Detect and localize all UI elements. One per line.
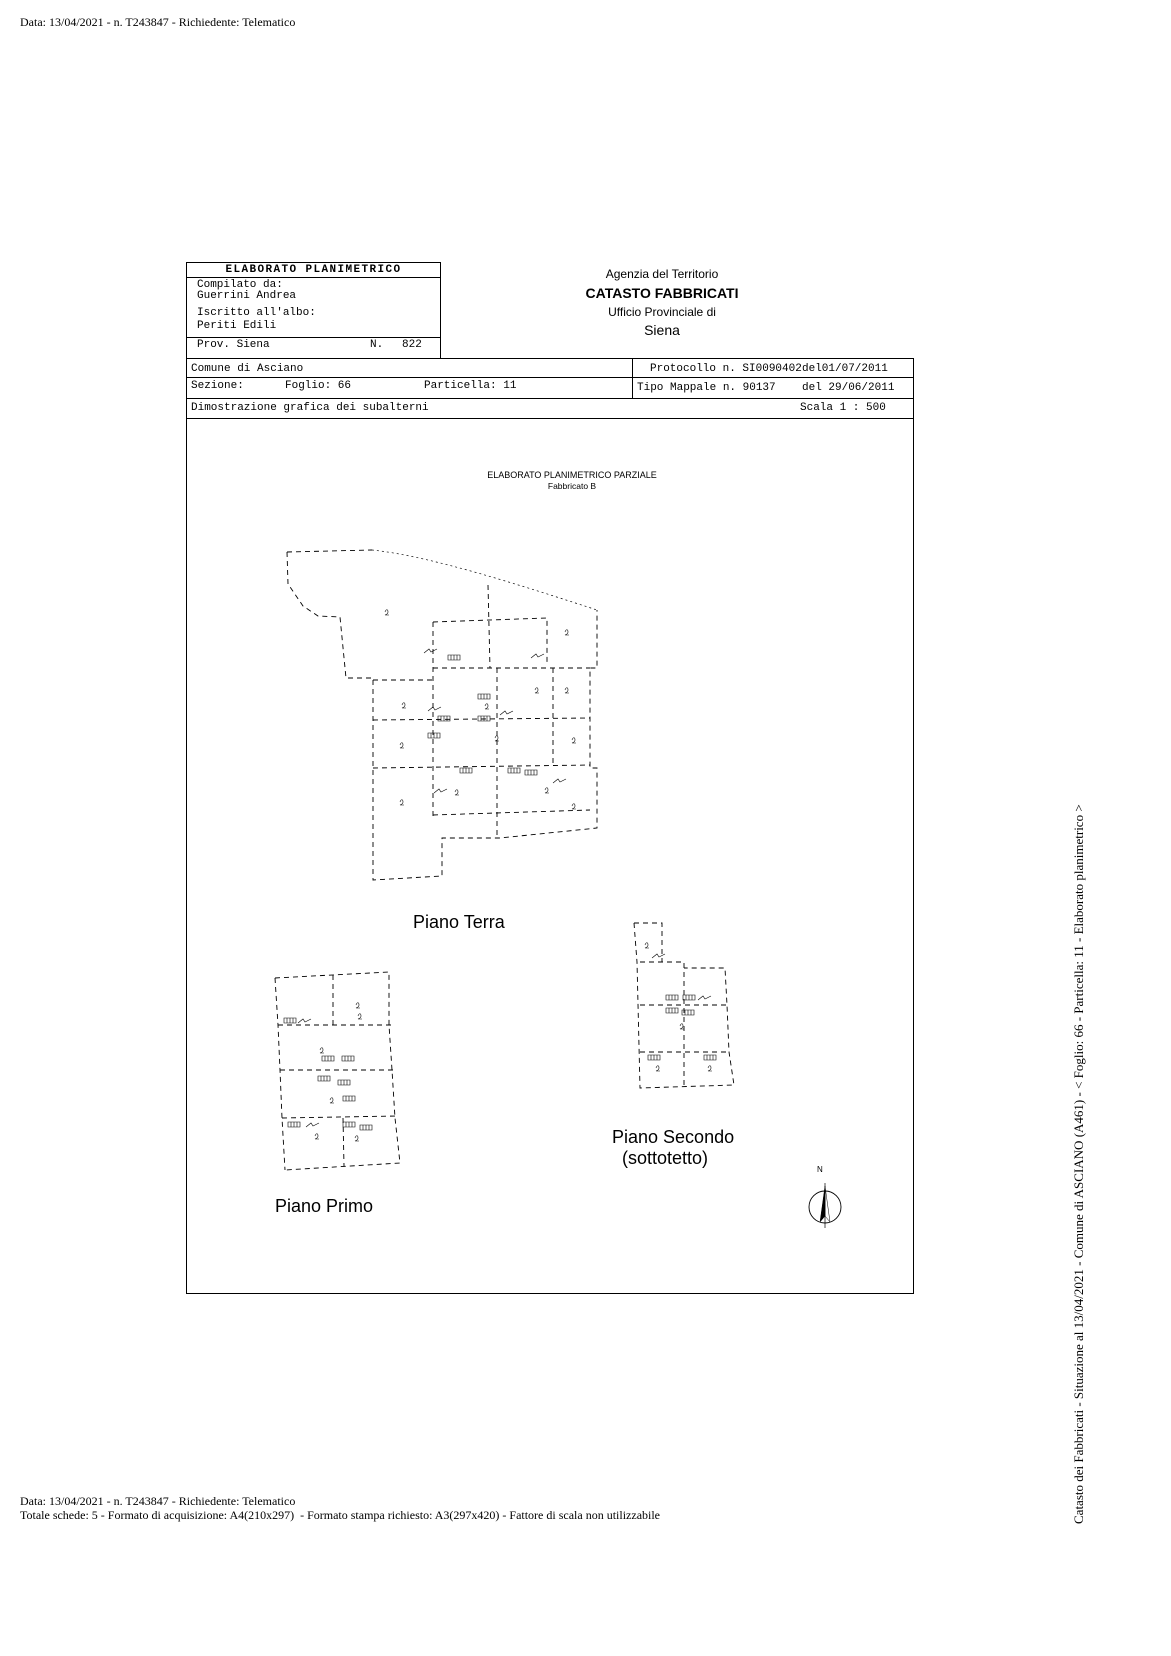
floor-label-piano-primo: Piano Primo <box>275 1196 374 1216</box>
particella: Particella: 11 <box>424 380 517 392</box>
footer-details: Totale schede: 5 - Formato di acquisizione: A4(210x297) - Formato stampa richiesto: A3(297x420) - Fattore di scala non utilizzabile <box>20 1508 661 1522</box>
elaborato-title-divider <box>186 277 441 278</box>
agency-city: Siena <box>644 322 680 338</box>
info-column-divider <box>632 358 633 398</box>
drawing-title: ELABORATO PLANIMETRICO PARZIALE <box>487 470 657 480</box>
floor-note-sottotetto: (sottotetto) <box>622 1148 709 1168</box>
tipo-mappale-date: del 29/06/2011 <box>802 382 895 394</box>
compiled-by-label: Compilato da: <box>197 279 283 291</box>
footer-request-line: Data: 13/04/2021 - n. T243847 - Richiedente: Telematico <box>20 1494 296 1508</box>
drawing-frame <box>186 358 914 1294</box>
floor-label-piano-terra: Piano Terra <box>413 912 505 932</box>
register-number: 822 <box>402 339 422 351</box>
agency-office: Ufficio Provinciale di <box>608 305 716 319</box>
side-note: Catasto dei Fabbricati - Situazione al 13/04/2021 - Comune di ASCIANO (A461) - < Foglio: 66 - Particella: 11 - Elaborato planimetrico > <box>1071 804 1086 1524</box>
foglio: Foglio: 66 <box>285 380 352 392</box>
north-label: N <box>817 1165 823 1174</box>
sezione: Sezione: <box>191 380 244 392</box>
register-value: Periti Edili <box>197 320 277 332</box>
compiled-by-name: Guerrini Andrea <box>197 290 297 302</box>
elaborato-title: ELABORATO PLANIMETRICO <box>225 264 402 276</box>
protocollo-date: del01/07/2011 <box>802 363 888 375</box>
register-number-label: N. <box>370 339 384 351</box>
header-request-line: Data: 13/04/2021 - n. T243847 - Richiedente: Telematico <box>20 15 296 29</box>
info-bottom-divider <box>186 398 914 399</box>
floor-label-piano-secondo: Piano Secondo <box>612 1127 735 1147</box>
register-label: Iscritto all'albo: <box>197 307 316 319</box>
tipo-mappale: Tipo Mappale n. 90137 <box>637 382 776 394</box>
drawing-description: Dimostrazione grafica dei subalterni <box>191 402 429 414</box>
info-row-divider <box>186 377 914 378</box>
elaborato-province-divider <box>186 337 441 338</box>
province: Prov. Siena <box>197 339 270 351</box>
comune: Comune di Asciano <box>191 363 304 375</box>
protocollo: Protocollo n. SI0090402 <box>650 363 802 375</box>
drawing-scale: Scala 1 : 500 <box>800 402 886 414</box>
agency-name: Agenzia del Territorio <box>605 267 719 281</box>
description-row-divider <box>186 418 914 419</box>
agency-department: CATASTO FABBRICATI <box>585 285 739 301</box>
drawing-subtitle: Fabbricato B <box>547 481 597 491</box>
